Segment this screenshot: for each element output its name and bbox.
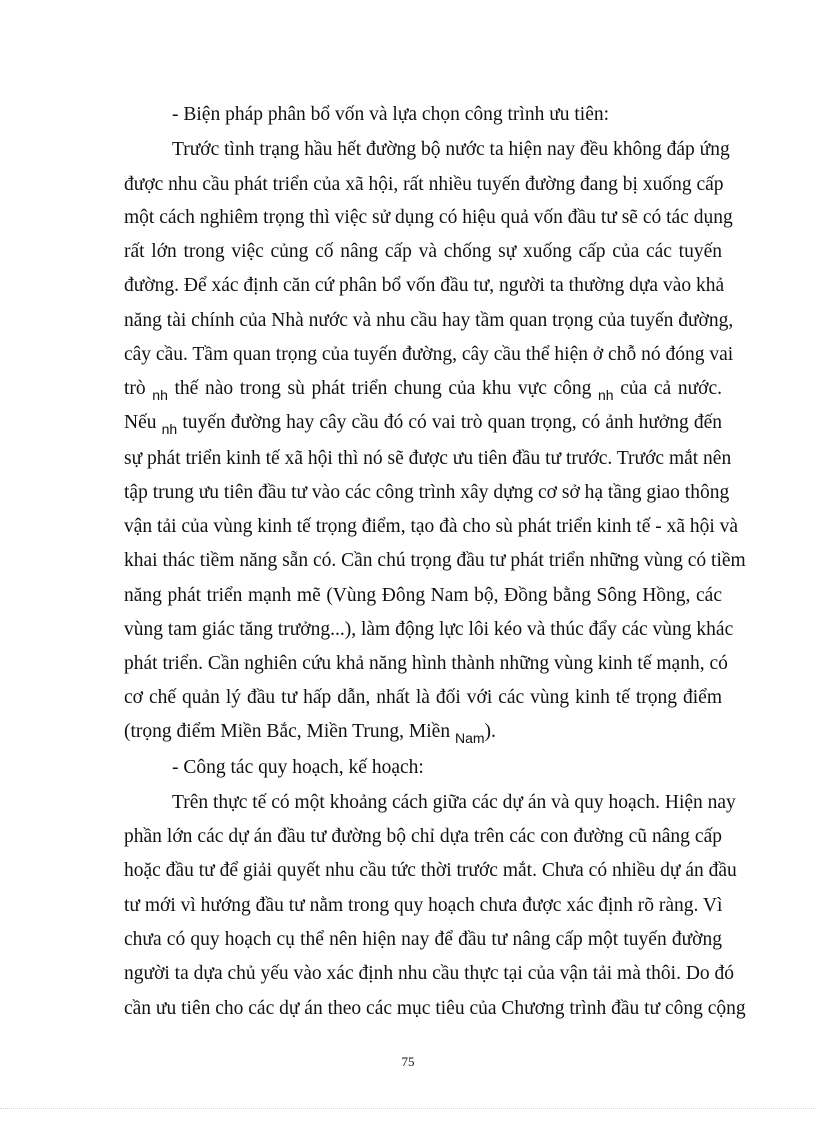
text-span: tuyến đường hay cây cầu đó có vai trò quan trọng, có ảnh hưởng đến: [182, 412, 723, 433]
paragraph-line: phát triển. Cần nghiên cứu khả năng hình thành những vùng kinh tế mạnh, có: [124, 653, 728, 674]
text-span: thế nào trong sù phát triển chung của khu vực công: [174, 378, 592, 399]
paragraph-line: cây cầu. Tầm quan trọng của tuyến đường, cây cầu thể hiện ở chỗ nó đóng vai: [124, 344, 734, 365]
paragraph-line: [124, 411, 722, 435]
paragraph-line: đường. Để xác định căn cứ phân bổ vốn đầu tư, người ta thường dựa vào khả: [124, 275, 725, 296]
paragraph-line: được nhu cầu phát triển của xã hội, rất nhiều tuyến đường đang bị xuống cấp: [124, 174, 724, 195]
paragraph-line: sự phát triển kinh tế xã hội thì nó sẽ được ưu tiên đầu tư trước. Trước mắt nên: [124, 448, 732, 469]
text-span: Nếu: [124, 412, 157, 433]
paragraph-line: Trước tình trạng hầu hết đường bộ nước ta hiện nay đều không đáp ứng: [172, 139, 730, 160]
paragraph-line: tập trung ưu tiên đầu tư vào các công trình xây dựng cơ sở hạ tầng giao thông: [124, 482, 730, 503]
paragraph-line: một cách nghiêm trọng thì việc sử dụng có hiệu quả vốn đầu tư sẽ có tác dụng: [124, 207, 733, 228]
paragraph-line: hoặc đầu tư để giải quyết nhu cầu tức thời trước mắt. Chưa có nhiều dự án đầu: [124, 860, 737, 881]
artifact-subscript: Nam: [454, 730, 485, 746]
paragraph-line: khai thác tiềm năng sẵn có. Cần chú trọng đầu tư phát triển những vùng có tiềm: [124, 550, 746, 571]
paragraph-line: năng phát triển mạnh mẽ (Vùng Đông Nam bộ, Đồng bằng Sông Hồng, các: [124, 585, 722, 606]
page-bottom-rule: [0, 1108, 816, 1109]
artifact-subscript: nh: [152, 387, 168, 403]
paragraph-line: rất lớn trong việc củng cố nâng cấp và chống sự xuống cấp của các tuyến: [124, 241, 722, 262]
paragraph-line: phần lớn các dự án đầu tư đường bộ chỉ dựa trên các con đường cũ nâng cấp: [124, 826, 722, 847]
text-span: trò: [124, 378, 146, 399]
paragraph-line: cơ chế quản lý đầu tư hấp dẫn, nhất là đối với các vùng kinh tế trọng điểm: [124, 687, 722, 708]
paragraph-line: vận tải của vùng kinh tế trọng điểm, tạo đà cho sù phát triển kinh tế - xã hội và: [124, 516, 739, 537]
section-heading-planning: - Công tác quy hoạch, kế hoạch:: [172, 757, 424, 778]
paragraph-line: vùng tam giác tăng trưởng...), làm động lực lôi kéo và thúc đẩy các vùng khác: [124, 619, 734, 640]
text-span: (trọng điểm Miền Bắc, Miền Trung, Miền: [124, 721, 451, 742]
paragraph-line: [124, 720, 722, 744]
paragraph-line: tư mới vì hướng đầu tư nằm trong quy hoạch chưa được xác định rõ ràng. Vì: [124, 895, 723, 916]
paragraph-line: người ta dựa chủ yếu vào xác định nhu cầu thực tại của vận tải mà thôi. Do đó: [124, 963, 735, 984]
paragraph-line: Trên thực tế có một khoảng cách giữa các dự án và quy hoạch. Hiện nay: [172, 792, 736, 813]
paragraph-line: năng tài chính của Nhà nước và nhu cầu hay tầm quan trọng của tuyến đường,: [124, 310, 734, 331]
page-number: 75: [401, 1054, 415, 1069]
paragraph-line: chưa có quy hoạch cụ thể nên hiện nay để đầu tư nâng cấp một tuyến đường: [124, 929, 722, 950]
section-heading-capital-allocation: - Biện pháp phân bổ vốn và lựa chọn công trình ưu tiên:: [172, 104, 610, 125]
text-span: ).: [484, 721, 496, 742]
paragraph-line: [124, 377, 722, 401]
artifact-subscript: nh: [598, 387, 614, 403]
paragraph-line: cần ưu tiên cho các dự án theo các mục tiêu của Chương trình đầu tư công cộng: [124, 998, 746, 1019]
text-span: của cả nước.: [620, 378, 722, 399]
artifact-subscript: nh: [161, 421, 178, 437]
